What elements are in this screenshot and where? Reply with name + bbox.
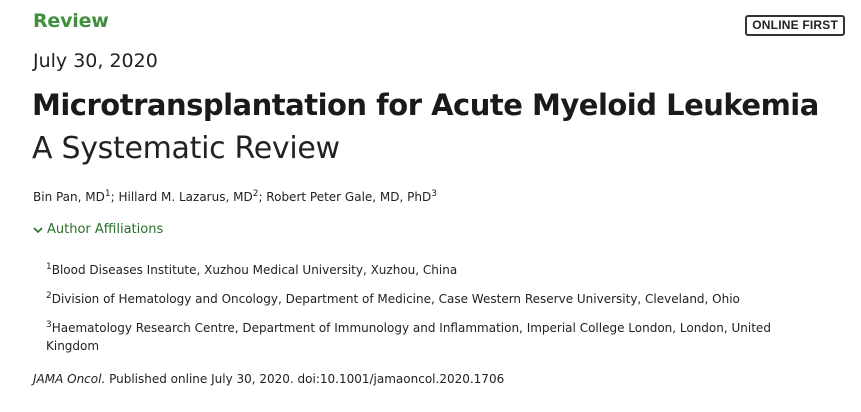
author-affiliation-number: 2 <box>252 189 259 199</box>
citation-line <box>33 372 504 386</box>
citation-details: Published online July 30, 2020. doi:10.1001/jamaoncol.2020.1706 <box>105 372 505 386</box>
affiliation-number: 2 <box>46 291 52 301</box>
author-name[interactable]: Bin Pan, MD <box>33 190 105 204</box>
author-name[interactable]: Robert Peter Gale, MD, PhD <box>266 190 432 204</box>
article-title: Microtransplantation for Acute Myeloid Leukemia <box>32 88 819 122</box>
journal-name: JAMA Oncol. <box>33 372 106 386</box>
author-separator: ; <box>110 190 119 204</box>
affiliation-item <box>46 316 816 355</box>
chevron-down-icon <box>33 225 43 235</box>
affiliation-text: Haematology Research Centre, Department of Immunology and Inflammation, Imperial College London, London, United Kingdom <box>46 321 771 353</box>
author-list <box>33 189 437 204</box>
author-name[interactable]: Hillard M. Lazarus, MD <box>118 190 253 204</box>
affiliation-number: 1 <box>46 262 52 272</box>
affiliation-text: Division of Hematology and Oncology, Department of Medicine, Case Western Reserve University, Cleveland, Ohio <box>51 292 740 306</box>
author-affiliations-label: Author Affiliations <box>47 222 164 237</box>
affiliation-text: Blood Diseases Institute, Xuzhou Medical University, Xuzhou, China <box>51 263 458 277</box>
author-affiliations-toggle[interactable] <box>33 222 163 237</box>
affiliation-item <box>46 258 457 279</box>
publication-date: July 30, 2020 <box>33 50 158 72</box>
author-separator: ; <box>258 190 267 204</box>
affiliation-item <box>46 287 740 308</box>
affiliation-number: 3 <box>46 320 52 330</box>
article-type-label: Review <box>33 10 109 32</box>
author-affiliation-number: 1 <box>104 189 111 199</box>
online-first-badge: ONLINE FIRST <box>745 15 845 36</box>
article-subtitle: A Systematic Review <box>32 131 340 166</box>
author-affiliation-number: 3 <box>431 189 437 199</box>
